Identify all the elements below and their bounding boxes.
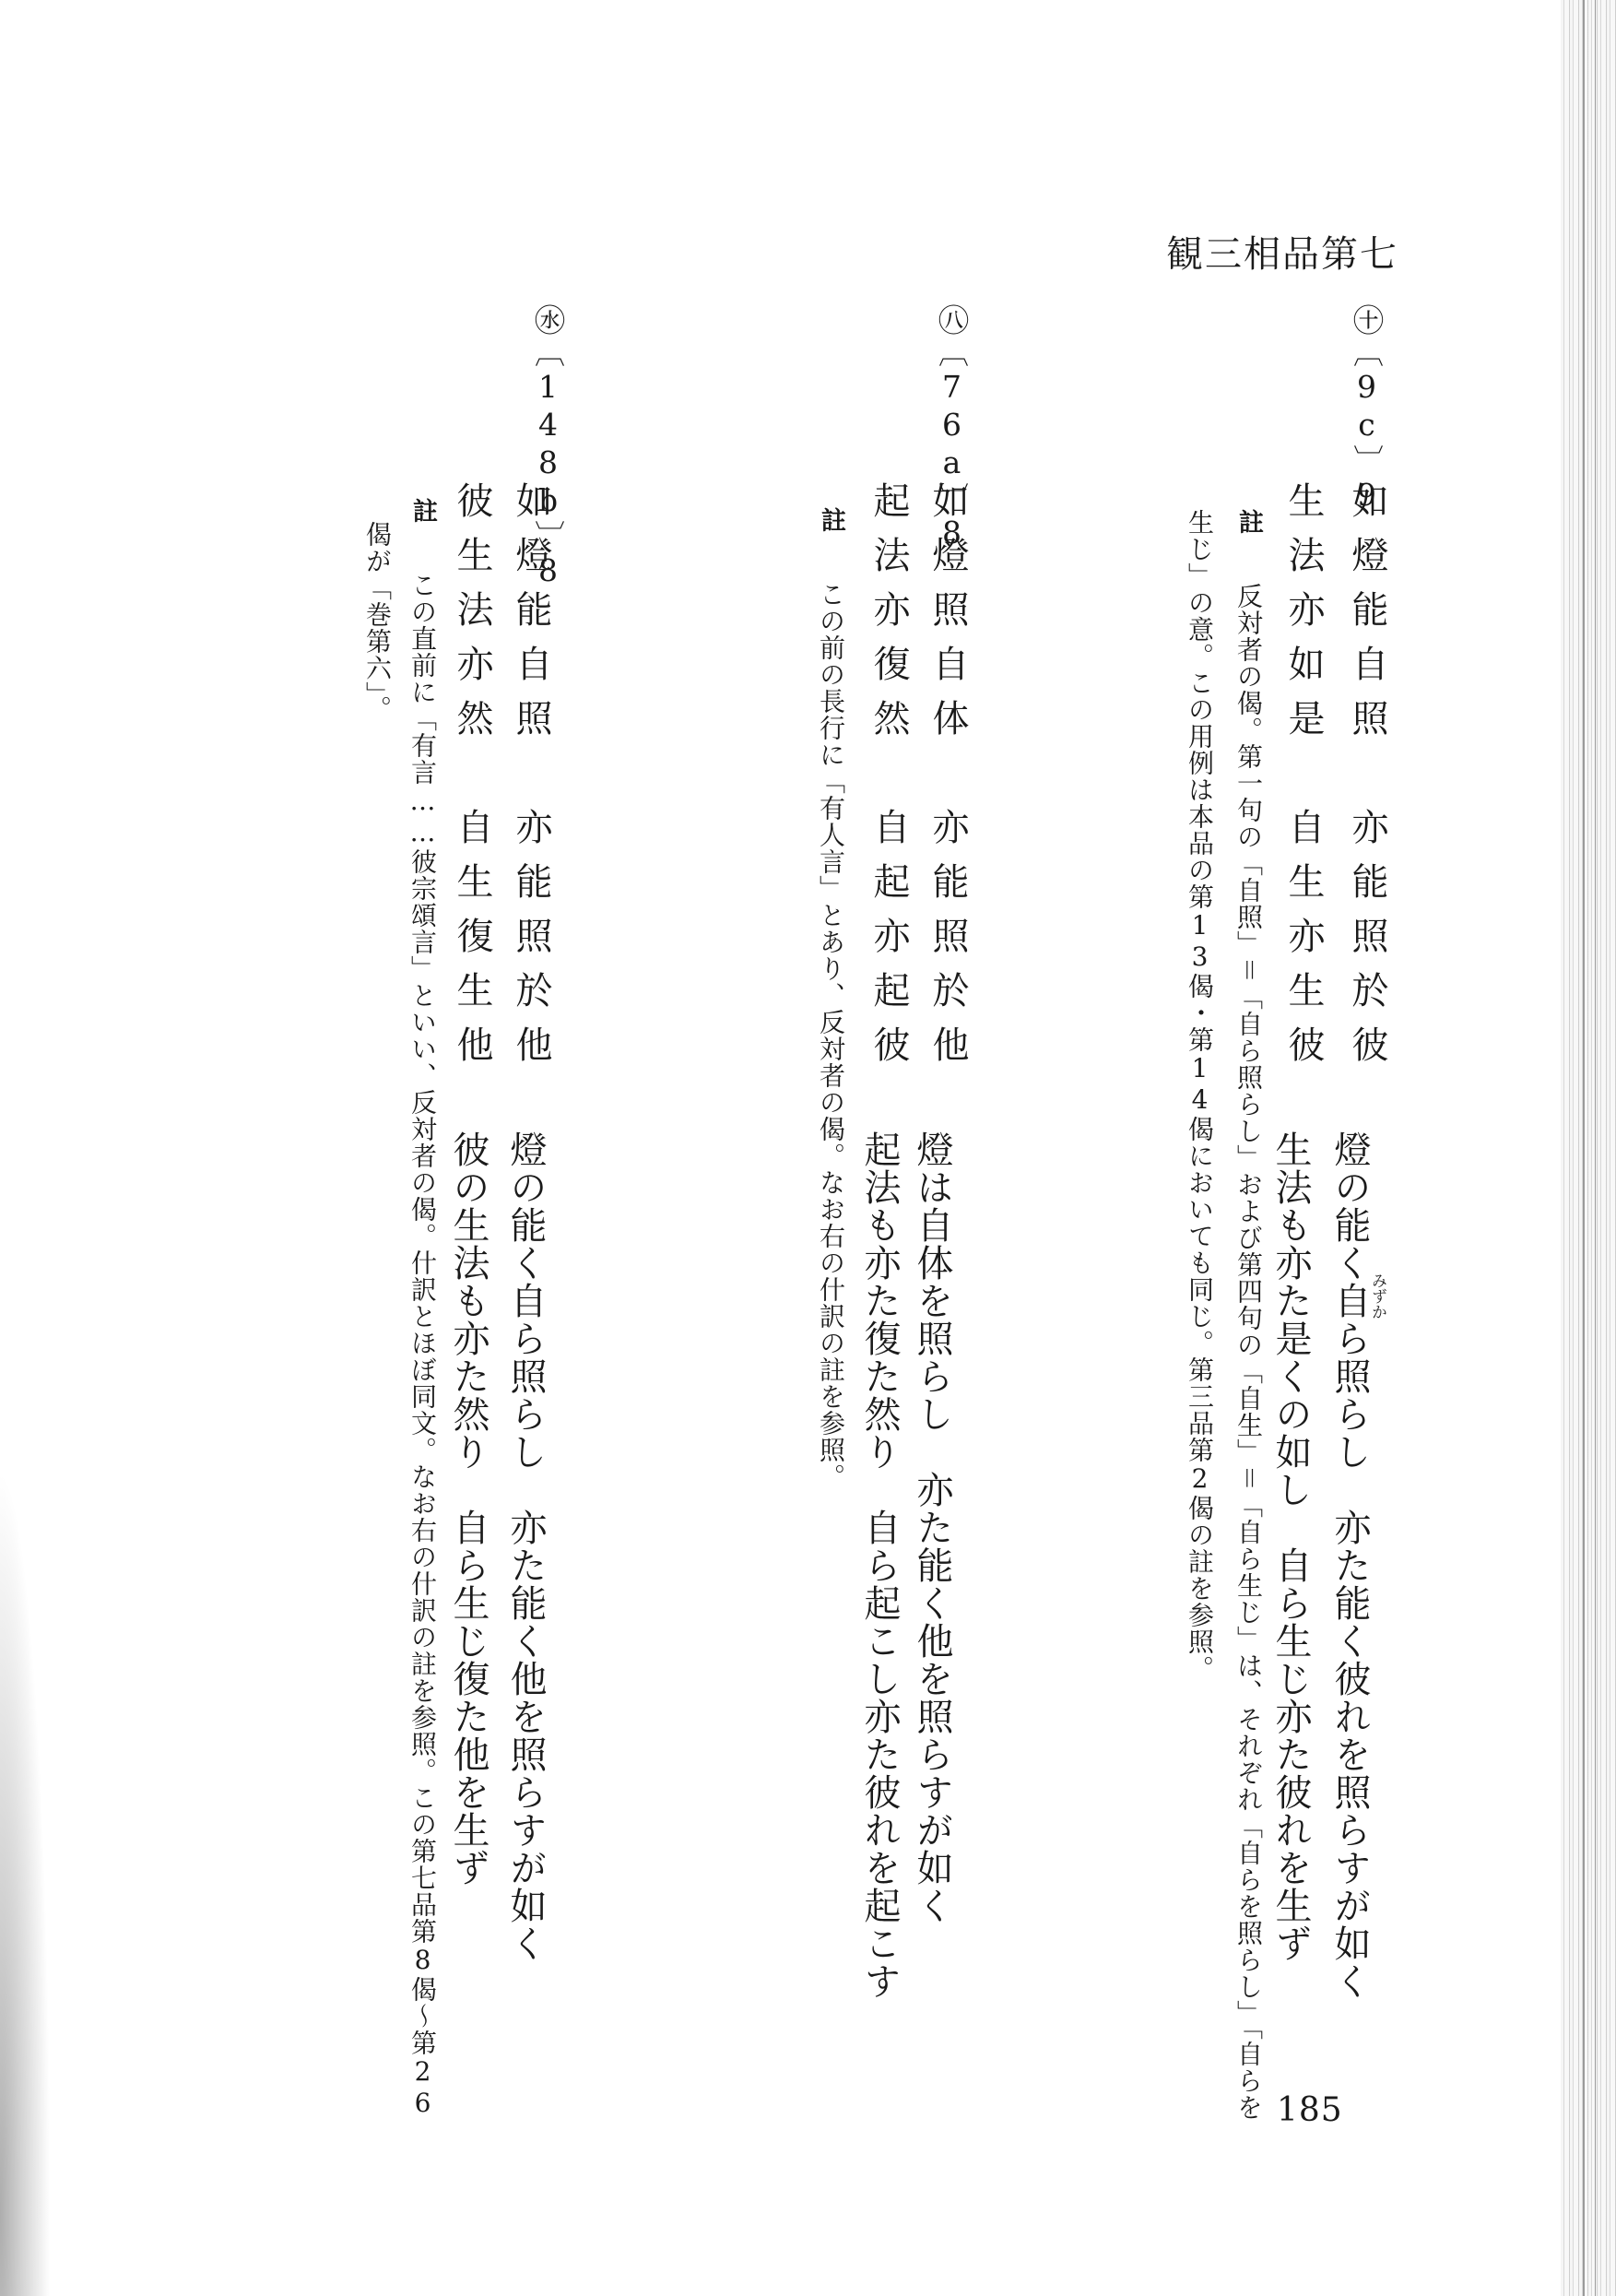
section-marker: ㊇〔76a〕8 — [934, 304, 970, 552]
verse-line: 生法亦如是 自生亦生彼 — [1282, 481, 1325, 1080]
scan-spine-line — [1595, 0, 1596, 2296]
scan-spine-line — [1583, 0, 1585, 2296]
verse-line: 如燈照自体 亦能照於他 — [926, 481, 969, 1080]
note-label: 註 — [1234, 509, 1263, 535]
note-line: 註 反対者の偈。第一句の「自照」＝「自ら照らし」および第四句の「自生」＝「自ら生じ」は、それぞれ「自らを照らし」「自らを — [1233, 509, 1264, 2121]
reading-line: 燈は自体を照らし 亦た能く他を照らすが如く — [911, 1130, 953, 1924]
reading-line: 燈の能く自ら照らし 亦た能く彼れを照らすが如く — [1328, 1130, 1371, 2000]
reading-line: 起法も亦た復た然り 自ら起こし亦た彼れを起こす — [858, 1130, 901, 2000]
note-line: 偈が「巻第六」。 — [362, 521, 393, 722]
note-label: 註 — [408, 498, 437, 524]
reading-line: 燈の能く自ら照らし 亦た能く他を照らすが如く — [504, 1130, 547, 1962]
reading-line: 生法も亦た是くの如し 自ら生じ亦た彼れを生ず — [1269, 1130, 1312, 1962]
page-number: 185 — [1277, 2091, 1343, 2129]
verse-line: 如燈能自照 亦能照於他 — [510, 481, 552, 1080]
scan-spine-shadow — [1561, 0, 1616, 2296]
verse-line: 彼生法亦然 自生復生他 — [451, 481, 493, 1080]
reading-line: 彼の生法も亦た然り 自ら生じ復た他を生ず — [447, 1130, 490, 1887]
chapter-title: 観三相品第七 — [1166, 233, 1398, 276]
note-line: 生じ」の意。この用例は本品の第13偈・第14偈においても同じ。第三品第2偈の註を参照。 — [1185, 509, 1215, 1682]
ruby-annotation: みずか — [1368, 1272, 1386, 1320]
section-marker: ㊌〔148b〕8 — [530, 304, 566, 590]
verse-line: 如燈能自照 亦能照於彼 — [1346, 481, 1388, 1080]
scan-edge-shadow — [0, 1466, 51, 2296]
note-line: 註 この直前に「有言……彼宗頌言」といい、反対者の偈。什訳とほぼ同文。なお右の什訳の註を参照。この第七品第8偈～第26 — [407, 498, 438, 2119]
section-marker: ㊉〔9c〕9 — [1349, 304, 1385, 515]
note-label: 註 — [817, 507, 845, 533]
verse-line: 起法亦復然 自起亦起彼 — [867, 481, 910, 1080]
note-line: 註 この前の長行に「有人言」とあり、反対者の偈。なお右の什訳の註を参照。 — [816, 507, 846, 1490]
